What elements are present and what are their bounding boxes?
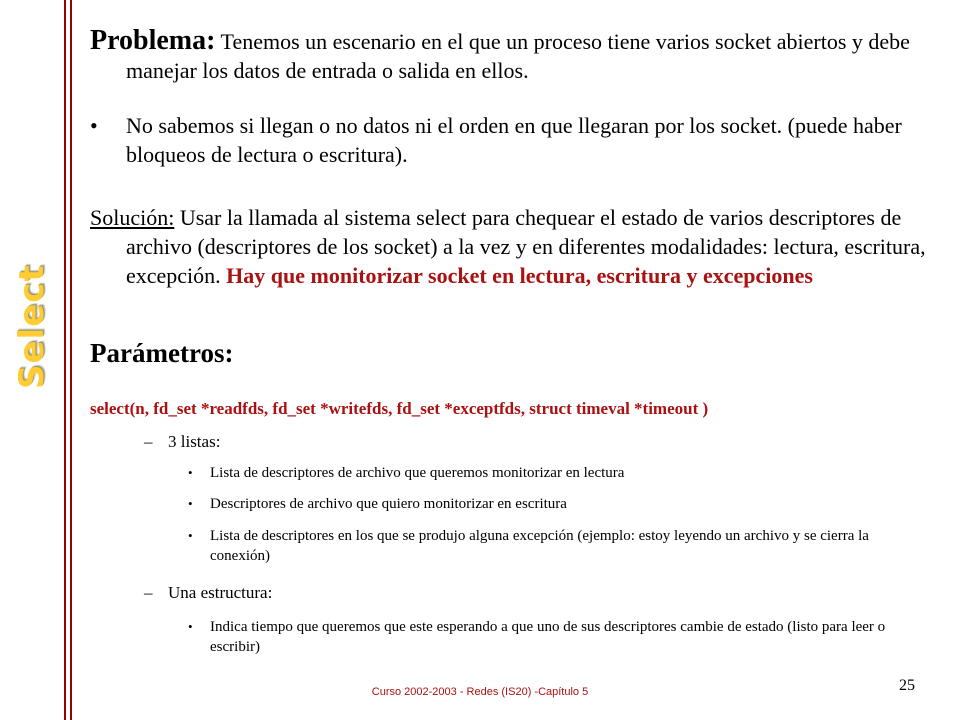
lists-label: 3 listas: (168, 432, 221, 451)
parameters-heading: Parámetros: (90, 338, 234, 368)
footer-course-info: Curso 2002-2003 - Redes (IS20) -Capítulo 5 (371, 686, 589, 698)
list-item-bullet: • (188, 619, 193, 634)
list-item (188, 617, 888, 657)
solution-paragraph (90, 203, 960, 290)
lists-subheading (144, 432, 220, 452)
structure-dash: – (144, 583, 153, 602)
list-item-bullet: • (188, 465, 193, 480)
bullet-note-marker: • (90, 113, 98, 138)
bullet-note-text: No sabemos si llegan o no datos ni el orden en que llegaran por los socket. (puede haber bloqueos de lectura o escritura). (126, 113, 902, 167)
list-item-text: Descriptores de archivo que quiero monitorizar en escritura (210, 496, 567, 512)
page-number: 25 (899, 677, 915, 694)
structure-label: Una estructura: (168, 583, 273, 602)
solution-label: Solución: (90, 205, 175, 230)
solution-text: Usar la llamada al sistema select para chequear el estado de varios descriptores de archivo (descriptores de los socket) a la vez y en diferentes modalidades: lectura, escritura, excepción. (126, 205, 926, 288)
list-item (188, 494, 888, 514)
list-item-bullet: • (188, 528, 193, 543)
lists-dash: – (144, 432, 153, 451)
list-item-text: Lista de descriptores en los que se produjo alguna excepción (ejemplo: estoy leyendo un archivo y se cierra la conexión) (210, 528, 869, 564)
select-signature: select(n, fd_set *readfds, fd_set *writefds, fd_set *exceptfds, struct timeval *timeout ) (90, 399, 709, 418)
list-item-text: Indica tiempo que queremos que este esperando a que uno de sus descriptores cambie de estado (listo para leer o escribir) (210, 619, 886, 655)
left-rule-line-outer (64, 0, 66, 720)
side-title: Select (12, 264, 52, 389)
list-item (188, 526, 888, 566)
list-item (188, 463, 888, 483)
list-item-text: Lista de descriptores de archivo que queremos monitorizar en lectura (210, 465, 625, 481)
structure-subheading (144, 583, 272, 603)
bullet-note (90, 111, 960, 169)
problem-paragraph (90, 26, 960, 85)
solution-highlight: Hay que monitorizar socket en lectura, escritura y excepciones (226, 263, 813, 288)
problem-label: Problema: (90, 25, 216, 56)
left-rule-line-inner (70, 0, 72, 720)
list-item-bullet: • (188, 496, 193, 511)
problem-text: Tenemos un escenario en el que un proceso tiene varios socket abiertos y debe manejar los datos de entrada o salida en ellos. (126, 29, 910, 83)
